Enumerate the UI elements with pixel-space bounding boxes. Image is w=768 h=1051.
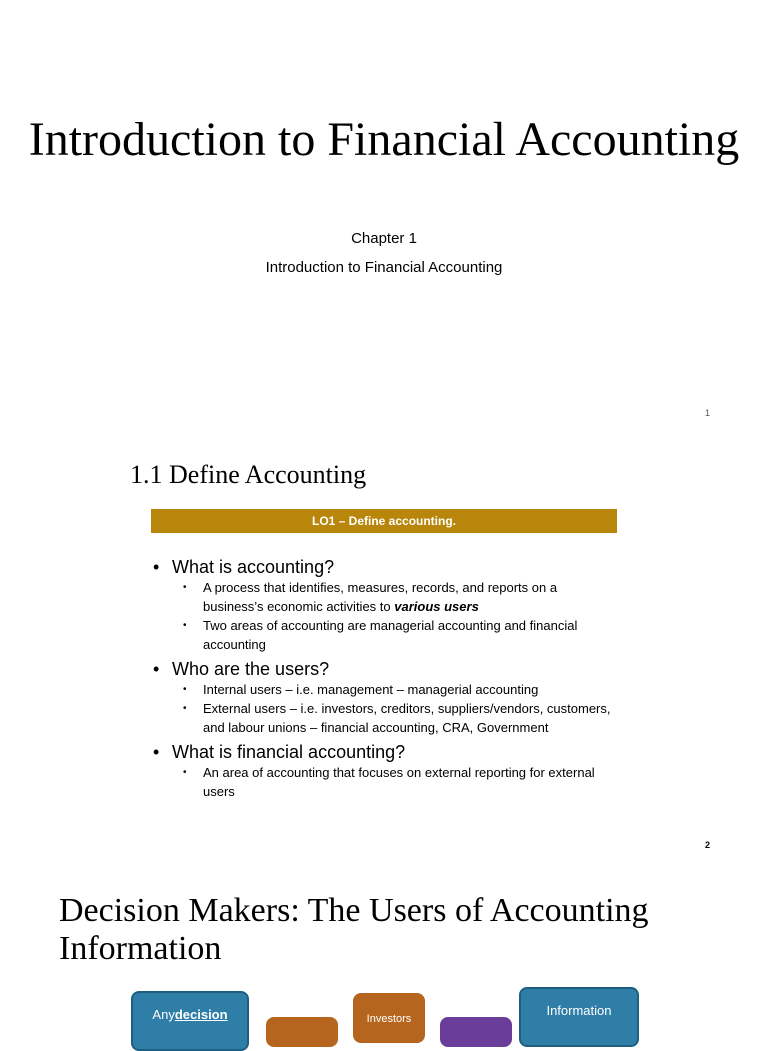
slide-chapter: Chapter 1	[351, 230, 417, 247]
bullet-icon: •	[153, 659, 160, 679]
sub-bullet-text: An area of accounting that focuses on external reporting for external users	[203, 765, 595, 799]
slide-1	[0, 0, 768, 430]
bullet-item	[153, 556, 623, 578]
emphasis-text: various users	[394, 599, 479, 614]
bullet-icon: •	[183, 703, 187, 714]
sub-bullet-item	[183, 616, 623, 654]
sub-bullet-item	[183, 763, 623, 801]
slide-heading: 1.1 Define Accounting	[130, 460, 367, 489]
slide-2	[0, 430, 768, 862]
sub-bullet-item	[183, 680, 623, 699]
bullet-icon: •	[153, 742, 160, 762]
diagram-box-information: Information	[519, 987, 639, 1047]
page-number: 2	[704, 840, 710, 850]
bullet-item	[153, 741, 623, 763]
bullet-icon: •	[183, 684, 187, 695]
bullet-text: What is accounting?	[172, 557, 335, 577]
sub-bullet-text	[203, 578, 613, 616]
slide-title: Introduction to Financial Accounting	[28, 113, 740, 166]
bullet-list	[153, 554, 623, 801]
bullet-item	[153, 658, 623, 680]
bullet-text: Who are the users?	[172, 659, 330, 679]
slide-3	[0, 862, 768, 1024]
learning-objective-banner: LO1 – Define accounting.	[151, 509, 617, 533]
bullet-icon: •	[183, 582, 187, 593]
sub-bullet-text: Internal users – i.e. management – managerial accounting	[203, 682, 539, 697]
sub-bullet-text: Two areas of accounting are managerial accounting and financial accounting	[203, 618, 578, 652]
diagram-box-emphasis: decision	[174, 1007, 228, 1022]
sub-bullet-item	[183, 578, 623, 616]
diagram-box-text: Any	[152, 1007, 175, 1022]
diagram-box	[440, 1017, 512, 1047]
slide-heading: Decision Makers: The Users of Accounting Information	[59, 892, 649, 967]
page-number: 1	[704, 408, 710, 418]
diagram-box	[266, 1017, 338, 1047]
bullet-icon: •	[153, 557, 160, 577]
sub-bullet-text: External users – i.e. investors, creditors, suppliers/vendors, customers, and labour unions – financial accounting, CRA, Government	[203, 701, 611, 735]
bullet-text: What is financial accounting?	[172, 742, 406, 762]
bullet-icon: •	[183, 767, 187, 778]
bullet-icon: •	[183, 620, 187, 631]
diagram-box-investors: Investors	[353, 993, 425, 1043]
slide-subtitle: Introduction to Financial Accounting	[265, 259, 503, 276]
sub-bullet-text-part: A process that identifies, measures, records, and reports on a business’s economic activities to	[203, 580, 558, 614]
sub-bullet-item	[183, 699, 623, 737]
diagram-box-decision	[131, 991, 249, 1051]
